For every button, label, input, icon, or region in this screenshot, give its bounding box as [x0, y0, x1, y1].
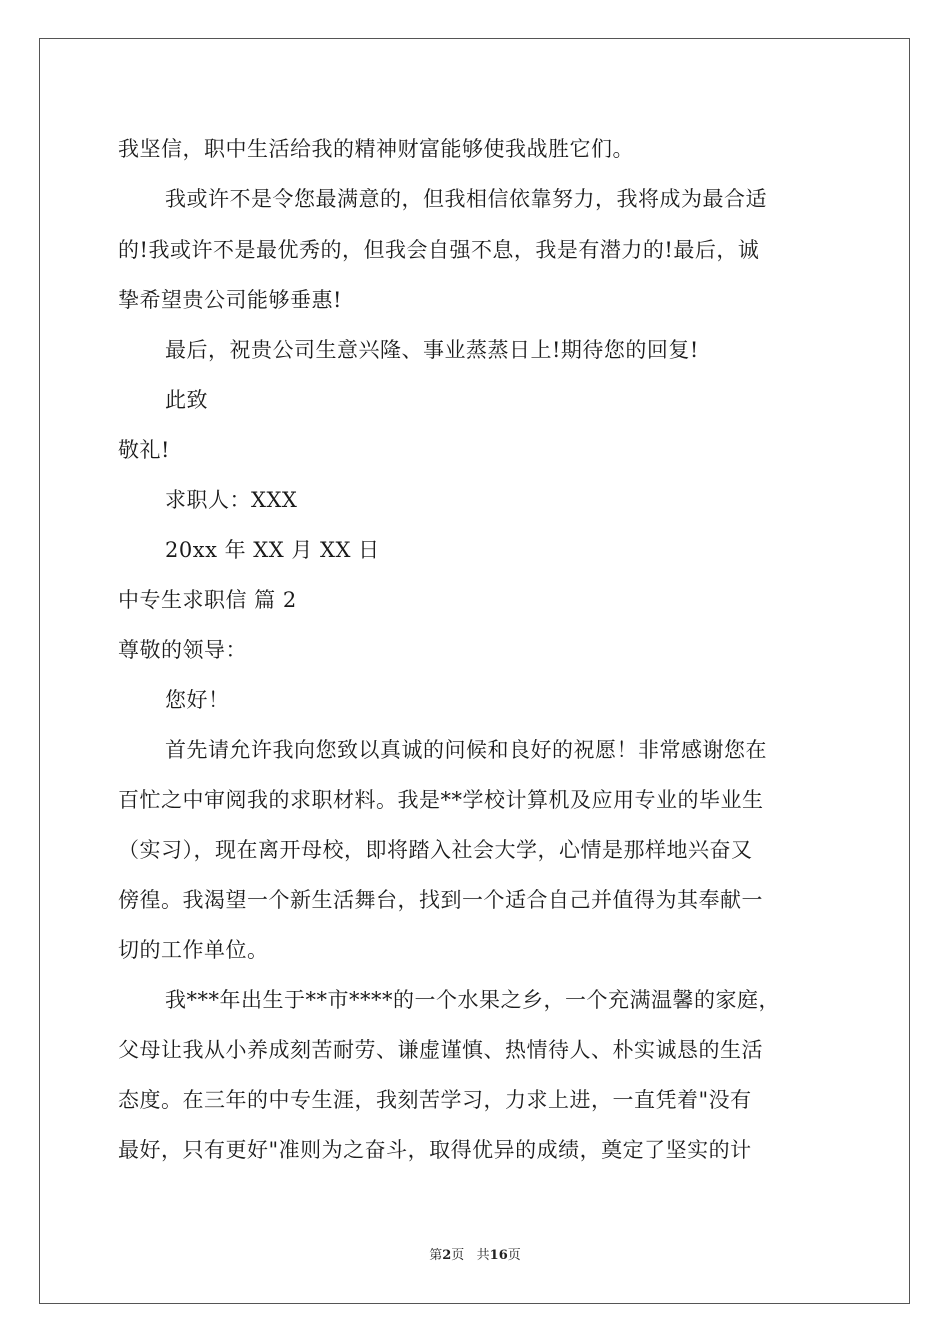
- footer-middle: 页 共: [451, 1248, 490, 1263]
- applicant-signature: 求职人：XXX: [165, 488, 298, 512]
- body-line: 的!我或许不是最优秀的，但我会自强不息，我是有潜力的!最后，诚: [118, 238, 760, 262]
- total-page-count: 16: [489, 1248, 508, 1263]
- body-line: 傍徨。我渴望一个新生活舞台，找到一个适合自己并值得为其奉献一: [118, 888, 763, 912]
- body-line: 首先请允许我向您致以真诚的问候和良好的祝愿！非常感谢您在: [165, 738, 767, 762]
- page-border: [39, 38, 910, 1304]
- body-line: 最后，祝贵公司生意兴隆、事业蒸蒸日上!期待您的回复!: [165, 338, 699, 362]
- body-line: 百忙之中审阅我的求职材料。我是**学校计算机及应用专业的毕业生: [118, 788, 764, 812]
- body-line: 挚希望贵公司能够垂惠!: [118, 288, 342, 312]
- body-line: 最好，只有更好"准则为之奋斗，取得优异的成绩，奠定了坚实的计: [118, 1138, 752, 1162]
- body-line: 切的工作单位。: [118, 938, 269, 962]
- greeting-hello: 您好！: [165, 688, 230, 712]
- footer-prefix: 第: [429, 1248, 443, 1263]
- greeting: 尊敬的领导：: [118, 638, 247, 662]
- page-footer: [0, 1247, 950, 1265]
- section-heading: 中专生求职信 篇 2: [118, 588, 297, 612]
- closing-regards: 敬礼!: [118, 438, 170, 462]
- body-line: 父母让我从小养成刻苦耐劳、谦虚谨慎、热情待人、朴实诚恳的生活: [118, 1038, 763, 1062]
- body-line: 我或许不是令您最满意的，但我相信依靠努力，我将成为最合适: [165, 187, 767, 211]
- letter-date: 20xx 年 XX 月 XX 日: [165, 538, 380, 562]
- current-page-number: 2: [442, 1248, 452, 1263]
- body-line: （实习），现在离开母校，即将踏入社会大学，心情是那样地兴奋又: [118, 838, 753, 862]
- body-line: 我***年出生于**市****的一个水果之乡，一个充满温馨的家庭，: [165, 988, 780, 1012]
- body-line: 我坚信，职中生活给我的精神财富能够使我战胜它们。: [118, 137, 634, 161]
- footer-suffix: 页: [507, 1248, 521, 1263]
- body-line: 态度。在三年的中专生涯，我刻苦学习，力求上进，一直凭着"没有: [118, 1088, 752, 1112]
- closing-salutation: 此致: [165, 388, 208, 412]
